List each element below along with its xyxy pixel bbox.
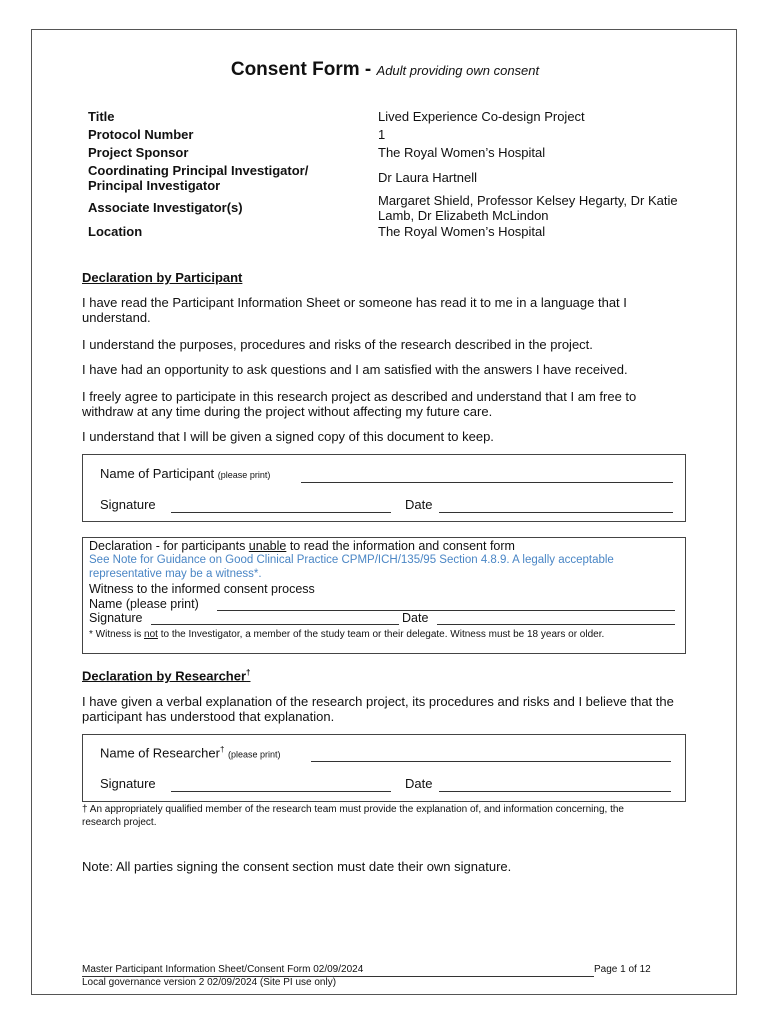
meta-key: Associate Investigator(s) xyxy=(88,200,243,215)
meta-value: The Royal Women’s Hospital xyxy=(378,145,546,160)
participant-para-2: I understand the purposes, procedures and risks of the research described in the project. xyxy=(82,337,593,352)
researcher-heading-text: Declaration by Researcher xyxy=(82,668,247,684)
witness-process-label: Witness to the informed consent process xyxy=(89,582,315,596)
researcher-date-label: Date xyxy=(405,776,433,791)
witness-foot-post: to the Investigator, a member of the study team or their delegate. Witness must be 18 years or older. xyxy=(157,629,605,640)
participant-para-5: I understand that I will be given a signed copy of this document to keep. xyxy=(82,429,494,444)
researcher-signature-box xyxy=(82,734,686,802)
researcher-name-field[interactable] xyxy=(311,761,671,762)
participant-heading: Declaration by Participant xyxy=(82,270,243,285)
participant-name-label xyxy=(100,466,270,481)
witness-guidance-note: See Note for Guidance on Good Clinical Practice CPMP/ICH/135/95 Section 4.8.9. A legally acceptable representative may be a witness*. xyxy=(89,554,614,580)
researcher-name-hint: (please print) xyxy=(228,749,281,760)
form-subtitle: Adult providing own consent xyxy=(376,63,540,78)
form-title: Consent Form - xyxy=(230,59,377,80)
participant-name-hint: (please print) xyxy=(217,470,271,480)
meta-value: Dr Laura Hartnell xyxy=(378,170,477,185)
page-title xyxy=(0,59,770,81)
meta-key: Coordinating Principal Investigator/ Principal Investigator xyxy=(88,163,309,193)
witness-heading-underline: unable xyxy=(248,539,287,553)
witness-signature-field[interactable] xyxy=(151,624,399,625)
participant-date-label: Date xyxy=(405,497,433,512)
researcher-signature-field[interactable] xyxy=(171,791,391,792)
researcher-footnote: † An appropriately qualified member of the research team must provide the explanation of, and information concerning, the research project. xyxy=(82,804,624,828)
page-number: Page 1 of 12 xyxy=(594,964,651,975)
witness-foot-underline: not xyxy=(144,629,158,640)
participant-signature-field[interactable] xyxy=(171,512,391,513)
participant-date-field[interactable] xyxy=(439,512,673,513)
meta-key: Title xyxy=(88,109,115,124)
witness-heading-post: to read the information and consent form xyxy=(286,539,515,553)
footer-governance-line: Local governance version 2 02/09/2024 (Site PI use only) xyxy=(82,977,337,988)
participant-name-field[interactable] xyxy=(301,482,673,483)
meta-value: Margaret Shield, Professor Kelsey Hegarty, Dr Katie Lamb, Dr Elizabeth McLindon xyxy=(378,193,678,223)
participant-para-4: I freely agree to participate in this research project as described and understand that I am free to withdraw at any time during the project without affecting my future care. xyxy=(82,389,637,419)
witness-signature-label: Signature xyxy=(89,611,143,625)
participant-signature-box xyxy=(82,454,686,522)
meta-key: Project Sponsor xyxy=(88,145,189,160)
witness-foot-pre: * Witness is xyxy=(89,629,145,640)
researcher-dagger: † xyxy=(246,668,251,677)
footer-version-line: Master Participant Information Sheet/Consent Form 02/09/2024 xyxy=(82,964,364,975)
participant-signature-label: Signature xyxy=(100,497,156,512)
meta-value: The Royal Women’s Hospital xyxy=(378,224,546,239)
witness-heading-pre: Declaration - for participants xyxy=(89,539,249,553)
participant-name-text: Name of Participant xyxy=(100,466,215,481)
researcher-paragraph: I have given a verbal explanation of the research project, its procedures and risks and I believe that the participant has understood that explanation. xyxy=(82,694,674,724)
witness-name-label: Name (please print) xyxy=(89,597,199,611)
researcher-heading xyxy=(82,668,250,683)
meta-value: Lived Experience Co-design Project xyxy=(378,109,585,124)
participant-para-1: I have read the Participant Information Sheet or someone has read it to me in a language that I understand. xyxy=(82,295,627,325)
meta-key: Protocol Number xyxy=(88,127,194,142)
meta-value: 1 xyxy=(378,127,386,142)
researcher-date-field[interactable] xyxy=(439,791,671,792)
signature-note: Note: All parties signing the consent section must date their own signature. xyxy=(82,859,512,874)
researcher-name-label xyxy=(100,745,281,760)
participant-para-3: I have had an opportunity to ask questions and I am satisfied with the answers I have received. xyxy=(82,362,628,377)
witness-name-field[interactable] xyxy=(217,610,675,611)
witness-box xyxy=(82,537,686,654)
witness-date-label: Date xyxy=(402,611,429,625)
researcher-signature-label: Signature xyxy=(100,776,156,791)
witness-heading xyxy=(89,539,515,553)
researcher-name-dagger: † xyxy=(219,745,225,754)
witness-date-field[interactable] xyxy=(437,624,675,625)
researcher-name-text: Name of Researcher xyxy=(100,745,220,761)
witness-footnote xyxy=(89,628,683,641)
meta-key: Location xyxy=(88,224,143,239)
